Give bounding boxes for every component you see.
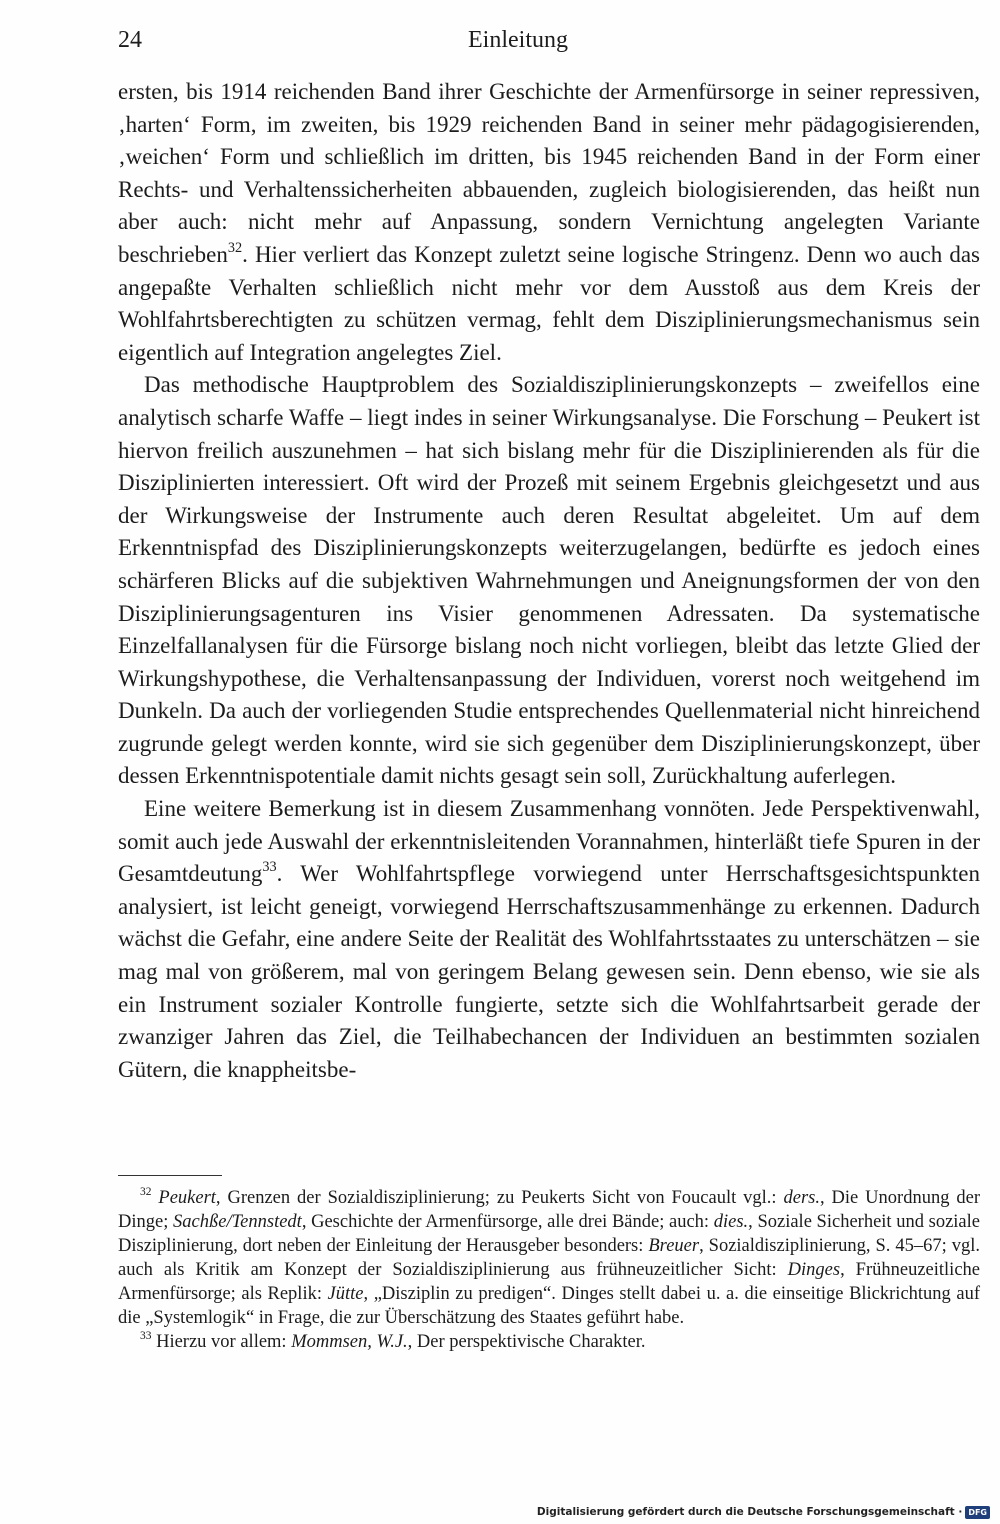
paragraph-3-text-b: . Wer Wohlfahrtspflege vorwiegend unter Herrschaftsgesichtspunkten analysiert, ist leicht geneigt, vorwiegend Herrschaftszusammenhänge zu erkennen. Dadurch wächst die Gefahr, eine andere Seite der Realität des Wohlfahrtsstaates zu unterschätzen – sie mag mal von größerem, mal von geringem Belang gewesen sein. Denn ebenso, wie sie als ein Instrument sozialer Kontrolle fungierte, setzte sich die Wohlfahrtsarbeit gerade der zwanziger Jahren das Ziel, die Teilhabechancen der Individuen an bestimmten sozialen Gütern, die knappheitsbe-	[118, 861, 980, 1082]
footnote-text: , Sozialdisziplinierung, S. 45–67; vgl. auch als Kritik am Konzept der Sozialdisziplinierung aus frühneuzeitlicher Sicht:	[118, 1236, 980, 1280]
page-header	[118, 24, 978, 56]
footnotes	[118, 1186, 980, 1354]
main-text	[118, 76, 980, 1086]
author-name: Sachße/Tennstedt	[173, 1212, 302, 1232]
author-name: Peukert	[158, 1188, 216, 1208]
dfg-logo: DFG	[965, 1506, 990, 1519]
author-name: dies.	[713, 1212, 749, 1232]
author-name: Breuer	[648, 1236, 700, 1256]
running-head: Einleitung	[468, 27, 568, 53]
footnote-text: , Geschichte der Armenfürsorge, alle drei Bände; auch:	[301, 1212, 714, 1232]
footnote-text: , Die Unordnung der Dinge;	[118, 1188, 980, 1232]
author-name: ders.	[783, 1188, 820, 1208]
footnote-number: 32	[140, 1185, 152, 1198]
footnote-text: , Frühneuzeitliche Armenfürsorge; als Replik:	[118, 1260, 980, 1304]
paragraph-3-text-a: Eine weitere Bemerkung ist in diesem Zusammenhang vonnöten. Jede Perspektivenwahl, somit auch jede Auswahl der erkenntnisleitenden Vorannahmen, hinterläßt tiefe Spuren in der Gesamtdeutung	[118, 796, 980, 887]
paragraph-3	[118, 793, 980, 1086]
paragraph-1-text-b: . Hier verliert das Konzept zuletzt seine logische Stringenz. Denn wo auch das angepaßte Verhalten schließlich nicht mehr vor dem Ausstoß aus dem Kreis der Wohlfahrtsberechtigten zu schützen vermag, fehlt dem Disziplinierungsmechanismus sein eigentlich auf Integration angelegtes Ziel.	[118, 241, 980, 365]
footnote-text: , Der perspektivische Charakter.	[407, 1332, 646, 1352]
credit-text: Digitalisierung gefördert durch die Deutsche Forschungsgemeinschaft	[536, 1506, 955, 1518]
author-name: Mommsen, W.J.	[291, 1332, 408, 1352]
footnote-32	[118, 1186, 980, 1330]
footnote-divider	[118, 1175, 222, 1176]
footnote-number: 33	[140, 1329, 152, 1342]
footnote-ref-33: 33	[262, 859, 277, 876]
footnote-text: , „Disziplin zu predigen“. Dinges stellt dabei u. a. die einseitige Blickrichtung auf die „Systemlogik“ in Frage, die zur Überschätzung des Staates geführt habe.	[118, 1284, 980, 1328]
author-name: Dinges	[787, 1260, 841, 1280]
footnote-text: , Grenzen der Sozialdisziplinierung; zu Peukerts Sicht von Foucault vgl.:	[215, 1188, 784, 1208]
author-name: Jütte	[327, 1284, 364, 1304]
page-number: 24	[118, 27, 142, 53]
paragraph-1	[118, 76, 980, 369]
footnote-33	[118, 1330, 980, 1354]
paragraph-2: Das methodische Hauptproblem des Sozialdisziplinierungskonzepts – zweifellos eine analytisch scharfe Waffe – liegt indes in seiner Wirkungsanalyse. Die Forschung – Peukert ist hiervon freilich auszunehmen – hat sich bislang mehr für die Disziplinierenden als für die Disziplinierten interessiert. Oft wird der Prozeß mit seinem Ergebnis gleichgesetzt und aus der Wirkungsweise der Instrumente auch deren Resultat abgeleitet. Um auf dem Erkenntnispfad des Disziplinierungskonzepts weiterzugelangen, bedürfte es jedoch eines schärferen Blicks auf die subjektiven Wahrnehmungen und Aneignungsformen der von den Disziplinierungsagenturen ins Visier genommenen Adressaten. Da systematische Einzelfallanalysen für die Fürsorge bislang noch nicht vorliegen, bleibt das letzte Glied der Wirkungshypothese, die Verhaltensanpassung der Individuen, vorerst noch weitgehend im Dunkeln. Da auch der vorliegenden Studie entsprechendes Quellenmaterial nicht hinreichend zugrunde gelegt werden konnte, wird sie sich gegenüber dem Disziplinierungskonzept, über dessen Erkenntnispotentiale damit nichts gesagt sein soll, Zurückhaltung auferlegen.	[118, 372, 980, 789]
footnote-text: Hierzu vor allem:	[156, 1332, 292, 1352]
digitization-credit: Digitalisierung gefördert durch die Deutsche Forschungsgemeinschaft · DFG	[537, 1505, 990, 1519]
footnote-text: , Soziale Sicherheit und soziale Disziplinierung, dort neben der Einleitung der Herausgeber besonders:	[118, 1212, 980, 1256]
paragraph-1-text-a: ersten, bis 1914 reichenden Band ihrer Geschichte der Armenfürsorge in seiner repressiven, ‚harten‘ Form, im zweiten, bis 1929 reichenden Band in seiner mehr pädagogisierenden, ‚weichen‘ Form und schließlich im dritten, bis 1945 reichenden Band in der Form einer Rechts- und Verhaltenssicherheiten abbauenden, zugleich biologisierenden, das heißt nun aber auch: nicht mehr auf Anpassung, sondern Vernichtung angelegten Variante beschrieben	[118, 79, 980, 267]
footnote-ref-32: 32	[227, 239, 243, 256]
